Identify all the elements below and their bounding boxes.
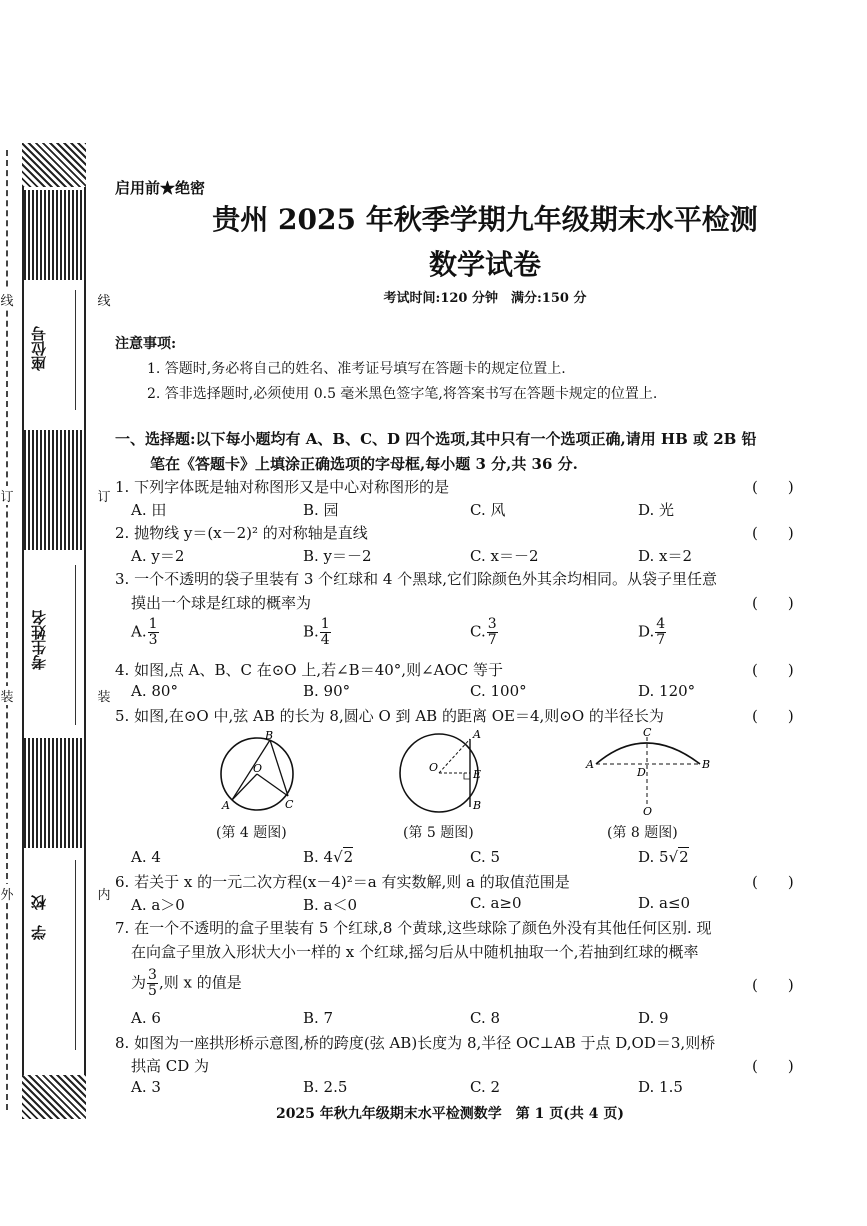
question-3-stem-cont: 摸出一个球是红球的概率为 [131,594,312,612]
label-e: E [473,768,482,781]
label-a: A [586,758,594,771]
question-4-stem: 4. 如图,点 A、B、C 在⊙O 上,若∠B＝40°,则∠AOC 等于 [115,661,504,679]
option-a: A. 田 [131,501,167,519]
option-c: C. 8 [470,1009,501,1027]
option-a: A. $\frac{1}{3}$ [131,616,158,648]
binding-hatch-bottom [22,1075,86,1119]
chord-bc [270,740,288,796]
figure-5 [393,727,503,819]
label-d: D [637,766,646,779]
label-b: B [473,799,482,812]
note-item: 2. 答非选择题时,必须使用 0.5 毫米黑色签字笔,将答案书写在答题卡规定的位置上. [147,386,658,402]
option-d: D. 120° [638,682,696,700]
outer-margin-char: 装 [0,686,14,705]
inner-margin-char: 内 [97,884,111,903]
answer-bracket: ( ) [752,478,794,496]
label-a: A [222,799,230,812]
option-c: C. 100° [470,682,527,700]
page-title: 贵州 2025 年秋季学期九年级期末水平检测 [212,203,758,236]
option-b: B. $\frac{1}{4}$ [303,616,330,648]
answer-bracket: ( ) [752,707,794,725]
note-item: 1. 答题时,务必将自己的姓名、准考证号填写在答题卡的规定位置上. [147,361,566,377]
section-heading-cont: 笔在《答题卡》上填涂正确选项的字母框,每小题 3 分,共 36 分. [150,455,578,473]
option-d: D. a≤0 [638,894,691,912]
option-c: C. 5 [470,848,501,866]
answer-bracket: ( ) [752,661,794,679]
question-7-stem-end: 为 $\frac{3}{5}$ ,则 x 的值是 [131,967,242,999]
page-subtitle: 数学试卷 [428,248,541,281]
option-b: B. 90° [303,682,351,700]
binding-stripes [24,190,84,280]
radius-oc [257,774,288,796]
answer-bracket: ( ) [752,1057,794,1075]
option-d: D. 1.5 [638,1078,683,1096]
question-6-stem: 6. 若关于 x 的一元二次方程(x－4)²＝a 有实数解,则 a 的取值范围是 [115,873,570,891]
answer-bracket: ( ) [752,873,794,891]
question-8-stem: 8. 如图为一座拱形桥示意图,桥的跨度(弦 AB)长度为 8,半径 OC⊥AB 于点 D,OD＝3,则桥 [115,1034,716,1052]
option-a: A. 4 [131,848,161,866]
option-d: D. $\frac{4}{7}$ [638,616,666,648]
inner-margin-char: 装 [97,686,111,705]
option-d: D. 9 [638,1009,669,1027]
figure-4 [205,728,315,820]
option-b: B. a＜0 [303,896,358,914]
school-line [75,860,76,1050]
figure-5-caption: (第 5 题图) [403,825,474,841]
option-c: C. a≥0 [470,894,522,912]
option-b: B. 园 [303,501,339,519]
option-a: A. 80° [131,682,178,700]
answer-bracket: ( ) [752,594,794,612]
option-a: A. y＝2 [131,547,185,565]
figure-8 [583,727,713,819]
label-b: B [265,729,274,742]
option-c: C. 2 [470,1078,501,1096]
notes-heading: 注意事项: [115,336,177,352]
seat-number-label: 座位号 [30,326,48,371]
right-angle-mark [464,773,470,779]
student-name-label: 考生姓名 [30,610,48,670]
question-8-stem-cont: 拱高 CD 为 [131,1057,210,1075]
option-b: B. y＝－2 [303,547,372,565]
option-a: A. 6 [131,1009,161,1027]
binding-stripes [24,430,84,550]
chord-ba [232,740,270,800]
arc-acb [596,743,700,764]
label-o: O [253,762,263,775]
page-footer: 2025 年秋九年级期末水平检测数学 第 1 页(共 4 页) [275,1106,625,1122]
option-d: D. x＝2 [638,547,693,565]
inner-margin-char: 订 [97,486,111,505]
answer-bracket: ( ) [752,524,794,542]
label-o: O [429,761,439,774]
student-name-line [75,565,76,725]
question-5-stem: 5. 如图,在⊙O 中,弦 AB 的长为 8,圆心 O 到 AB 的距离 OE＝4,则⊙O 的半径长为 [115,707,664,725]
option-a: A. a＞0 [131,896,185,914]
question-2-stem: 2. 抛物线 y＝(x－2)² 的对称轴是直线 [115,524,368,542]
school-label: 学 校 [30,895,48,940]
option-a: A. 3 [131,1078,161,1096]
exam-info: 考试时间:120 分钟 满分:150 分 [383,291,587,306]
inner-margin-char: 线 [97,290,111,309]
seat-number-line [75,290,76,410]
option-b: B. 2.5 [303,1078,348,1096]
outer-margin-char: 线 [0,290,14,309]
secret-mark: 启用前★绝密 [115,179,206,197]
option-c: C. 风 [470,501,506,519]
option-d: D. 5√2 [638,848,689,866]
label-o: O [643,805,653,818]
option-d: D. 光 [638,501,675,519]
option-c: C. x＝－2 [470,547,539,565]
binding-stripes [24,738,84,848]
binding-hatch-top [22,143,86,187]
figure-8-caption: (第 8 题图) [607,825,678,841]
label-b: B [702,758,711,771]
question-7-stem: 7. 在一个不透明的盒子里装有 5 个红球,8 个黄球,这些球除了颜色外没有其他任何区别. 现 [115,919,712,937]
option-b: B. 7 [303,1009,334,1027]
radius-oa [232,774,257,800]
label-a: A [473,728,481,741]
label-c: C [285,798,294,811]
section-heading: 一、选择题:以下每小题均有 A、B、C、D 四个选项,其中只有一个选项正确,请用 HB 或 2B 铅 [115,430,757,448]
answer-bracket: ( ) [752,976,794,994]
figure-4-caption: (第 4 题图) [216,825,287,841]
label-c: C [643,727,652,739]
outer-margin-char: 订 [0,486,14,505]
question-1-stem: 1. 下列字体既是轴对称图形又是中心对称图形的是 [115,478,450,496]
question-3-stem: 3. 一个不透明的袋子里装有 3 个红球和 4 个黑球,它们除颜色外其余均相同。从袋子里任意 [115,570,718,588]
option-c: C. $\frac{3}{7}$ [470,616,497,648]
question-7-stem-cont: 在向盒子里放入形状大小一样的 x 个红球,摇匀后从中随机抽取一个,若抽到红球的概率 [131,943,699,961]
outer-margin-char: 外 [0,884,14,903]
option-b: B. 4√2 [303,848,354,866]
